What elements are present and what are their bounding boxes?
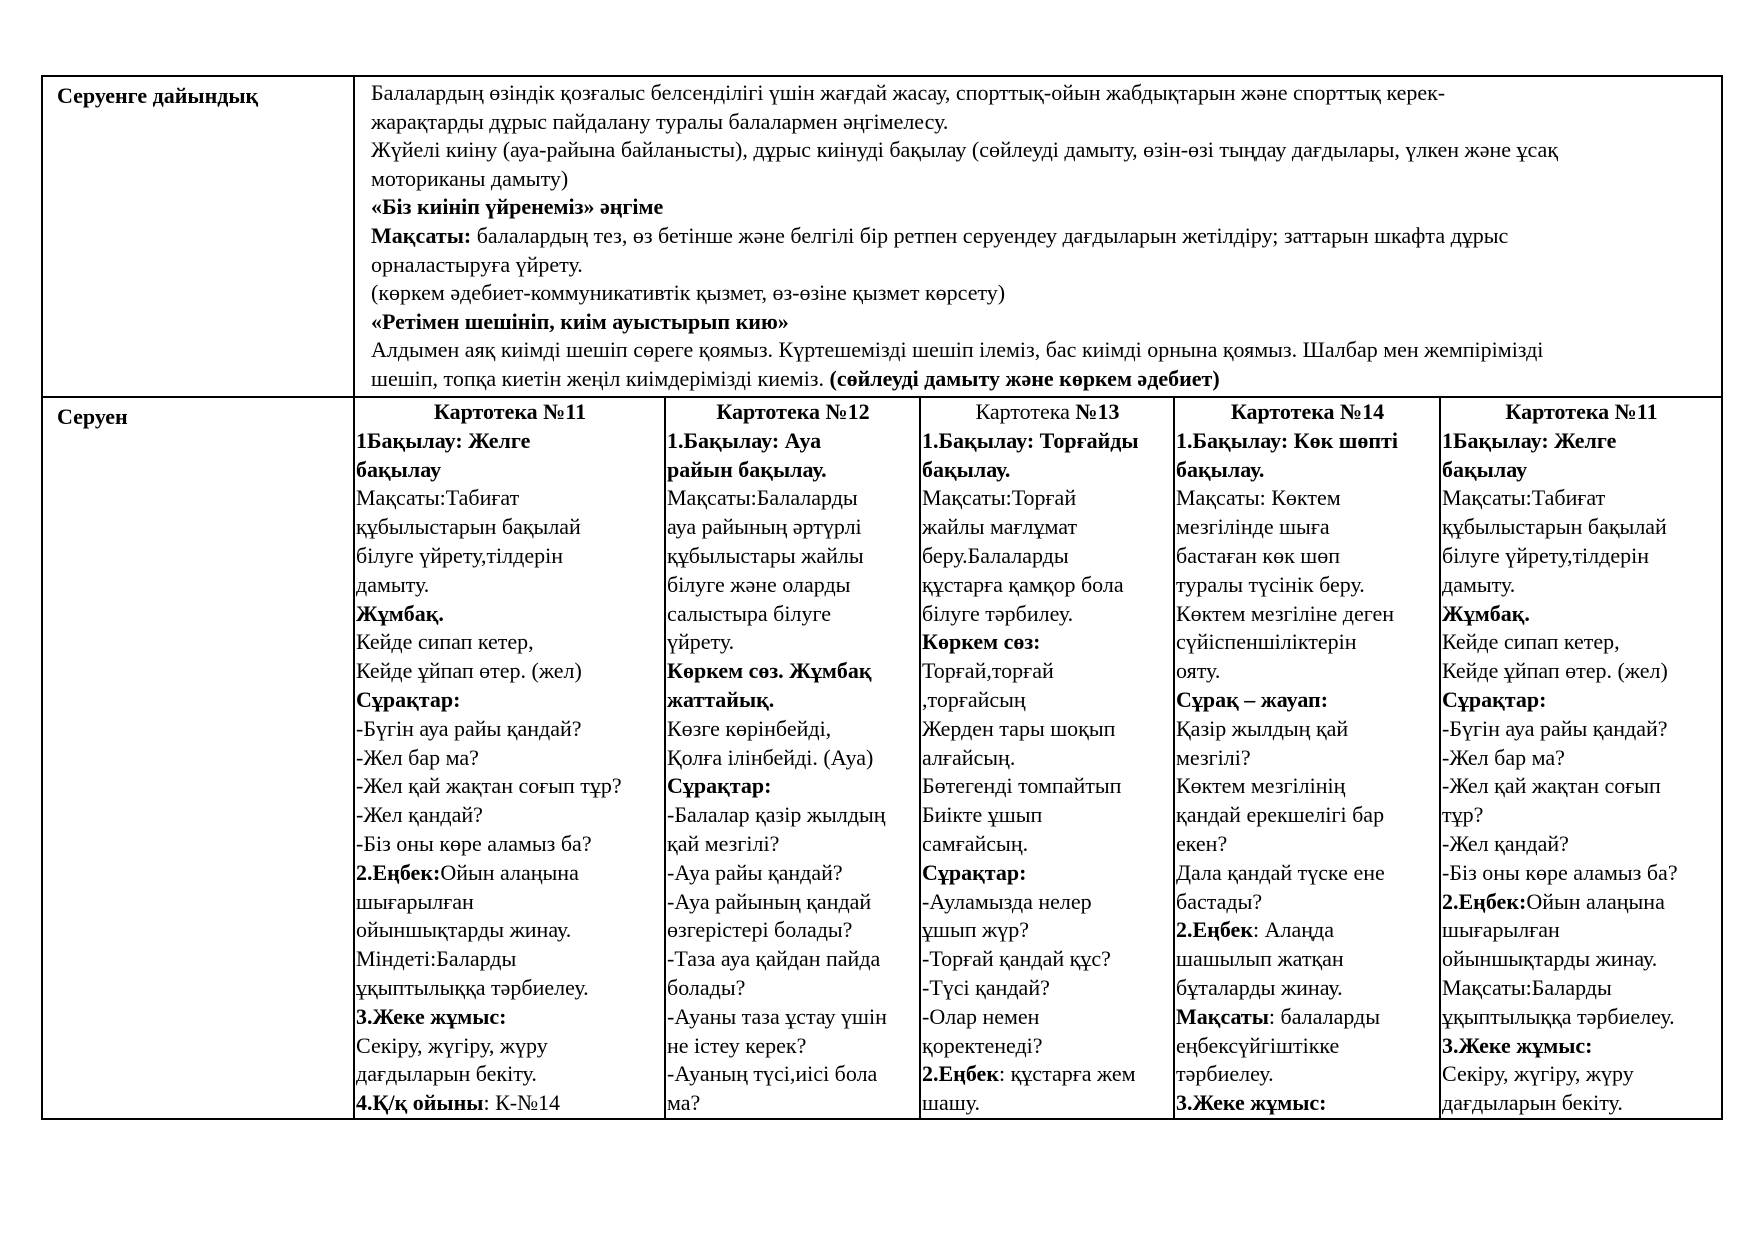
card-title — [922, 398, 1173, 427]
text-line: самғайсың. — [922, 830, 1029, 856]
text-line: -Біз оны көре аламыз ба? — [1442, 859, 1678, 885]
text-line: -Ауламызда нелер — [922, 888, 1092, 914]
text-line: -Жел қандай? — [356, 802, 483, 828]
text-line: Торғай,торғай — [922, 658, 1054, 684]
text-line: құбылыстарын бақылай — [356, 514, 581, 540]
text-line: Кейде ұйпап өтер. (жел) — [1442, 658, 1668, 684]
observation-heading: 1Бақылау: Желге — [356, 427, 531, 453]
work-heading: 2.Еңбек: — [356, 859, 441, 885]
prep-line: шешіп, топқа киетін жеңіл киімдерімізді киеміз. — [371, 365, 830, 391]
text-line: : К-№14 — [483, 1090, 561, 1116]
text-line: -Ауаның түсі,иісі бола — [667, 1061, 878, 1087]
questions-heading: Сұрақтар: — [922, 859, 1027, 885]
observation-heading: бақылау — [1442, 456, 1528, 482]
text-line: ұшып жүр? — [922, 917, 1029, 943]
text-line: Секіру, жүгіру, жүру — [1442, 1061, 1634, 1087]
individual-work-heading: 3.Жеке жұмыс: — [1176, 1090, 1327, 1116]
text-line: Секіру, жүгіру, жүру — [356, 1032, 548, 1058]
text-line: бастады? — [1176, 888, 1263, 914]
text-line: ойыншықтарды жинау. — [356, 917, 572, 943]
text-line: білуге тәрбилеу. — [922, 600, 1074, 626]
text-line: ,торғайсың — [922, 686, 1026, 712]
text-line: Кейде сипап кетер, — [1442, 629, 1620, 655]
plan-table — [41, 75, 1723, 1120]
text-line: ұқыптылыққа тәрбиелеу. — [356, 974, 589, 1000]
text-line: сүйіспеншіліктерін — [1176, 629, 1357, 655]
text-line: -Ауа райы қандай? — [667, 859, 843, 885]
text-line: -Жел бар ма? — [356, 744, 479, 770]
text-line: Бөтегенді томпайтып — [922, 773, 1122, 799]
work-heading: 2.Еңбек — [1176, 917, 1253, 943]
text-line: Ойын алаңына — [1526, 888, 1665, 914]
text-line: құбылыстары жайлы — [667, 542, 864, 568]
prep-line: моториканы дамыту) — [371, 165, 569, 191]
text-line: -Жел қандай? — [1442, 830, 1569, 856]
text-line: Кейде ұйпап өтер. (жел) — [356, 658, 582, 684]
text-line: : Алаңда — [1253, 917, 1334, 943]
text-line: -Жел қай жақтан соғып — [1442, 773, 1661, 799]
text-line: Мақсаты:Табиғат — [1442, 485, 1606, 511]
observation-heading: 1.Бақылау: Ауа — [667, 427, 822, 453]
questions-heading: Сұрақтар: — [667, 773, 772, 799]
observation-heading: бақылау. — [1176, 456, 1265, 482]
prep-line: жарақтарды дұрыс пайдалану туралы балалармен әңгімелесу. — [371, 108, 949, 134]
text-line: -Бүгін ауа райы қандай? — [356, 715, 582, 741]
text-line: Биікте ұшып — [922, 802, 1043, 828]
text-line: -Ауа райының қандай — [667, 888, 872, 914]
text-line: дағдыларын бекіту. — [1442, 1090, 1623, 1116]
text-line: бастаған көк шөп — [1176, 542, 1341, 568]
text-line: бұталарды жинау. — [1176, 974, 1343, 1000]
text-line: қай мезгілі? — [667, 830, 780, 856]
text-line: құстарға қамқор бола — [922, 571, 1124, 597]
card-title: Картотека №11 — [433, 399, 587, 424]
text-line: -Жел қай жақтан соғып тұр? — [356, 773, 622, 799]
goal-text: балалардың тез, өз бетінше және белгілі бір ретпен серуендеу дағдыларын жетілдіру; заттарын шкафта дұрыс — [471, 222, 1509, 248]
prep-row — [42, 76, 1722, 397]
text-line: Мақсаты:Баларды — [1442, 974, 1612, 1000]
text-line: ояту. — [1176, 658, 1221, 684]
text-line: Мақсаты:Балаларды — [667, 485, 858, 511]
text-line: : құстарға жем — [999, 1061, 1136, 1087]
text-line: -Таза ауа қайдан пайда — [667, 946, 881, 972]
text-line: мезгілінде шыға — [1176, 514, 1330, 540]
riddle-heading: Жұмбақ. — [1442, 600, 1530, 626]
text-line: ма? — [667, 1090, 701, 1116]
text-line: Міндеті:Баларды — [356, 946, 517, 972]
text-line: -Түсі қандай? — [922, 974, 1050, 1000]
goal-heading: Мақсаты — [1176, 1003, 1269, 1029]
text-line: : балаларды — [1268, 1003, 1381, 1029]
text-line: ойыншықтарды жинау. — [1442, 946, 1658, 972]
card-column-4 — [1174, 397, 1440, 1119]
prep-content — [354, 76, 1722, 397]
text-line: Кейде сипап кетер, — [356, 629, 534, 655]
text-line: Жерден тары шоқып — [922, 715, 1116, 741]
art-word-heading: Көркем сөз. Жұмбақ — [667, 658, 872, 684]
observation-heading: 1.Бақылау: Торғайды — [922, 427, 1139, 453]
work-heading: 2.Еңбек — [922, 1061, 999, 1087]
text-line: өзгерістері болады? — [667, 917, 853, 943]
prep-note: (сөйлеуді дамыту және көркем әдебиет) — [829, 365, 1220, 391]
text-line: -Олар немен — [922, 1003, 1040, 1029]
text-line: шашу. — [922, 1090, 980, 1116]
prep-heading: «Біз киініп үйренеміз» әңгіме — [371, 194, 664, 220]
text-line: Дала қандай түске ене — [1176, 859, 1385, 885]
text-line: -Бүгін ауа райы қандай? — [1442, 715, 1668, 741]
text-line: қоректенеді? — [922, 1032, 1043, 1058]
text-line: шығарылған — [356, 888, 474, 914]
questions-heading: Сұрақтар: — [356, 686, 461, 712]
text-line: Көктем мезгіліне деген — [1176, 600, 1395, 626]
text-line: Көктем мезгілінің — [1176, 773, 1346, 799]
game-heading: 4.Қ/қ ойыны — [356, 1090, 484, 1116]
text-line: Мақсаты: Көктем — [1176, 485, 1341, 511]
text-line: салыстыра білуге — [667, 600, 831, 626]
text-line: еңбексүйгіштікке — [1176, 1032, 1340, 1058]
text-line: ауа райының әртүрлі — [667, 514, 862, 540]
card-title: Картотека №11 — [1505, 399, 1658, 424]
text-line: Ойын алаңына — [440, 859, 579, 885]
prep-line: (көркем әдебиет-коммуникативтік қызмет, өз-өзіне қызмет көрсету) — [371, 280, 1006, 306]
text-line: үйрету. — [667, 629, 735, 655]
text-line: -Ауаны таза ұстау үшін — [667, 1003, 887, 1029]
prep-label: Серуенге дайындық — [42, 76, 354, 397]
text-line: -Жел бар ма? — [1442, 744, 1565, 770]
card-column-1 — [354, 397, 665, 1119]
prep-line: Жүйелі киіну (ауа-райына байланысты), дұрыс киінуді бақылау (сөйлеуді дамыту, өзін-өзі тыңдау дағдылары, үлкен және ұсақ — [371, 137, 1559, 163]
observation-heading: 1.Бақылау: Көк шөпті — [1176, 427, 1398, 453]
text-line: Мақсаты:Табиғат — [356, 485, 520, 511]
text-line: -Балалар қазір жылдың — [667, 802, 886, 828]
text-line: дағдыларын бекіту. — [356, 1061, 537, 1087]
individual-work-heading: 3.Жеке жұмыс: — [1442, 1032, 1593, 1058]
text-line: не істеу керек? — [667, 1032, 807, 1058]
text-line: Көзге көрінбейді, — [667, 715, 832, 741]
text-line: дамыту. — [356, 571, 430, 597]
art-word-heading: Көркем сөз: — [922, 629, 1041, 655]
text-line: жайлы мағлұмат — [922, 514, 1078, 540]
text-line: Қазір жылдың қай — [1176, 715, 1349, 741]
text-line: құбылыстарын бақылай — [1442, 514, 1667, 540]
prep-heading: «Ретімен шешініп, киім ауыстырып кию» — [371, 308, 789, 334]
art-word-heading: жаттайық. — [667, 686, 775, 712]
goal-label: Мақсаты: — [371, 222, 472, 248]
prep-line: Алдымен аяқ киімді шешіп сөреге қоямыз. Күртешемізді шешіп ілеміз, бас киімді орнына қоямыз. Шалбар мен жемпірімізді — [371, 337, 1544, 363]
text-line: туралы түсінік беру. — [1176, 571, 1365, 597]
text-line: білуге үйрету,тілдерін — [356, 542, 563, 568]
observation-heading: бақылау — [356, 456, 442, 482]
text-line: Мақсаты:Торғай — [922, 485, 1077, 511]
individual-work-heading: 3.Жеке жұмыс: — [356, 1003, 507, 1029]
text-line: Қолға ілінбейді. (Ауа) — [667, 744, 874, 770]
text-line: беру.Балаларды — [922, 542, 1069, 568]
text-line: шығарылған — [1442, 917, 1560, 943]
observation-heading: 1Бақылау: Желге — [1442, 427, 1617, 453]
riddle-heading: Жұмбақ. — [356, 600, 444, 626]
text-line: тұр? — [1442, 802, 1484, 828]
text-line: алғайсың. — [922, 744, 1016, 770]
questions-heading: Сұрақтар: — [1442, 686, 1547, 712]
card-column-2 — [665, 397, 920, 1119]
card-title: Картотека №12 — [716, 399, 870, 424]
text-line: білуге және оларды — [667, 571, 851, 597]
text-line: қандай ерекшелігі бар — [1176, 802, 1385, 828]
observation-heading: бақылау. — [922, 456, 1011, 482]
observation-heading: райын бақылау. — [667, 456, 827, 482]
qa-heading: Сұрақ – жауап: — [1176, 686, 1329, 712]
text-line: -Торғай қандай құс? — [922, 946, 1111, 972]
prep-line: Балалардың өзіндік қозғалыс белсенділігі үшін жағдай жасау, спорттық-ойын жабдықтарын және спорттық керек- — [371, 80, 1446, 105]
text-line: шашылып жатқан — [1176, 946, 1344, 972]
text-line: екен? — [1176, 830, 1228, 856]
text-line: дамыту. — [1442, 571, 1516, 597]
prep-line: орналастыруға үйрету. — [371, 251, 583, 277]
text-line: тәрбиелеу. — [1176, 1061, 1274, 1087]
work-heading: 2.Еңбек: — [1442, 888, 1527, 914]
card-title: Картотека №14 — [1230, 399, 1385, 424]
text-line: білуге үйрету,тілдерін — [1442, 542, 1649, 568]
text-line: -Біз оны көре аламыз ба? — [356, 830, 592, 856]
card-title-number: №13 — [1075, 399, 1120, 424]
walk-row — [42, 397, 1722, 1119]
card-column-3 — [920, 397, 1174, 1119]
card-title-text: Картотека — [975, 399, 1076, 424]
text-line: мезгілі? — [1176, 744, 1251, 770]
card-column-5 — [1440, 397, 1722, 1119]
walk-label: Серуен — [42, 397, 354, 1119]
text-line: ұқыптылыққа тәрбиелеу. — [1442, 1003, 1675, 1029]
text-line: болады? — [667, 974, 746, 1000]
